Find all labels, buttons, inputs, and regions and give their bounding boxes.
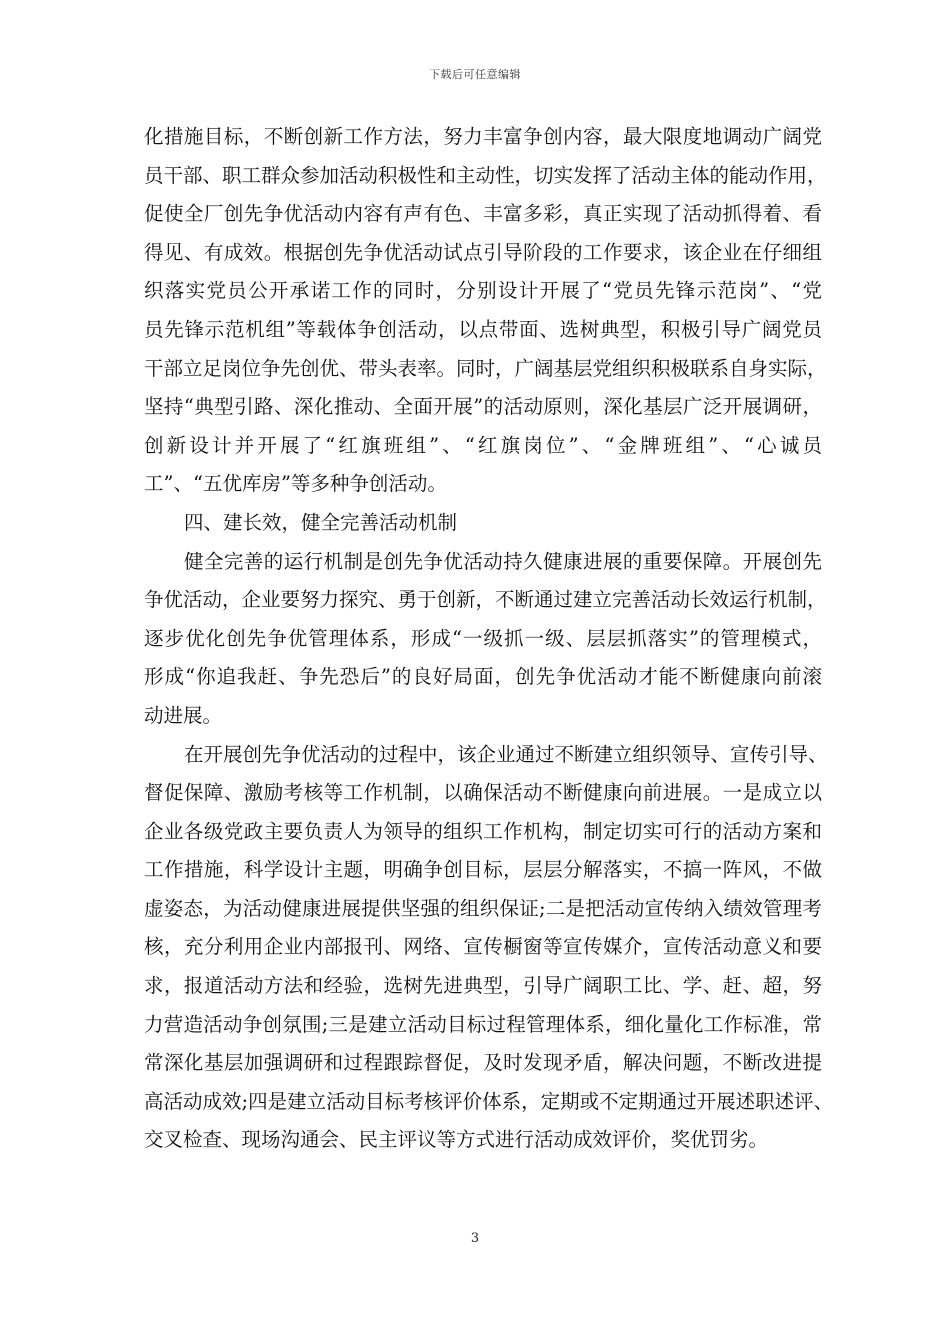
page-number: 3 xyxy=(470,1231,480,1246)
body-line: 工作措施，科学设计主题，明确争创目标，层层分解落实，不搞一阵风，不做 xyxy=(144,858,822,882)
body-line: 交叉检查、现场沟通会、民主评议等方式进行活动成效评价，奖优罚劣。 xyxy=(144,1128,769,1152)
body-line: 企业各级党政主要负责人为领导的组织工作机构，制定切实可行的活动方案和 xyxy=(144,819,822,843)
body-line: 员先锋示范机组”等载体争创活动，以点带面、选树典型，积极引导广阔党员 xyxy=(144,317,822,341)
body-line: 虚姿态，为活动健康进展提供坚强的组织保证;二是把活动宣传纳入绩效管理考 xyxy=(144,896,822,920)
body-line: 织落实党员公开承诺工作的同时，分别设计开展了“党员先锋示范岗”、“党 xyxy=(144,279,822,303)
body-line: 员干部、职工群众参加活动积极性和主动性，切实发挥了活动主体的能动作用， xyxy=(144,163,827,187)
header-note: 下载后可任意编辑 xyxy=(429,68,521,81)
body-line: 创新设计并开展了“红旗班组”、“红旗岗位”、“金牌班组”、“心诚员 xyxy=(144,433,822,457)
body-line: 形成“你追我赶、争先恐后”的良好局面，创先争优活动才能不断健康向前滚 xyxy=(144,665,822,689)
body-line: 争优活动，企业要努力探究、勇于创新，不断通过建立完善活动长效运行机制， xyxy=(144,588,827,612)
body-line: 干部立足岗位争先创优、带头表率。同时，广阔基层党组织积极联系自身实际， xyxy=(144,356,827,380)
body-line: 动进展。 xyxy=(144,703,223,727)
body-line: 求，报道活动方法和经验，选树先进典型，引导广阔职工比、学、赶、超，努 xyxy=(144,974,822,998)
body-line: 逐步优化创先争优管理体系，形成“一级抓一级、层层抓落实”的管理模式， xyxy=(144,626,822,650)
body-line: 督促保障、激励考核等工作机制，以确保活动不断健康向前进展。一是成立以 xyxy=(144,781,822,805)
body-line: 在开展创先争优活动的过程中，该企业通过不断建立组织领导、宣传引导、 xyxy=(184,742,828,766)
body-line: 健全完善的运行机制是创先争优活动持久健康进展的重要保障。开展创先 xyxy=(184,549,822,573)
body-line: 坚持“典型引路、深化推动、全面开展”的活动原则，深化基层广泛开展调研， xyxy=(144,395,822,419)
body-line: 常深化基层加强调研和过程跟踪督促，及时发现矛盾，解决问题，不断改进提 xyxy=(144,1051,822,1075)
body-line: 得见、有成效。根据创先争优活动试点引导阶段的工作要求，该企业在仔细组 xyxy=(144,240,822,264)
body-line: 核，充分利用企业内部报刊、网络、宣传橱窗等宣传媒介，宣传活动意义和要 xyxy=(144,935,822,959)
body-line: 化措施目标，不断创新工作方法，努力丰富争创内容，最大限度地调动广阔党 xyxy=(144,125,822,148)
section-heading: 四、建长效，健全完善活动机制 xyxy=(184,510,458,534)
body-line: 高活动成效;四是建立活动目标考核评价体系，定期或不定期通过开展述职述评、 xyxy=(144,1089,834,1113)
body-line: 力营造活动争创氛围;三是建立活动目标过程管理体系，细化量化工作标准，常 xyxy=(144,1012,822,1036)
body-line: 促使全厂创先争优活动内容有声有色、丰富多彩，真正实现了活动抓得着、看 xyxy=(144,202,822,226)
body-line: 工”、“五优库房”等多种争创活动。 xyxy=(144,472,447,496)
document-body xyxy=(144,118,834,1160)
